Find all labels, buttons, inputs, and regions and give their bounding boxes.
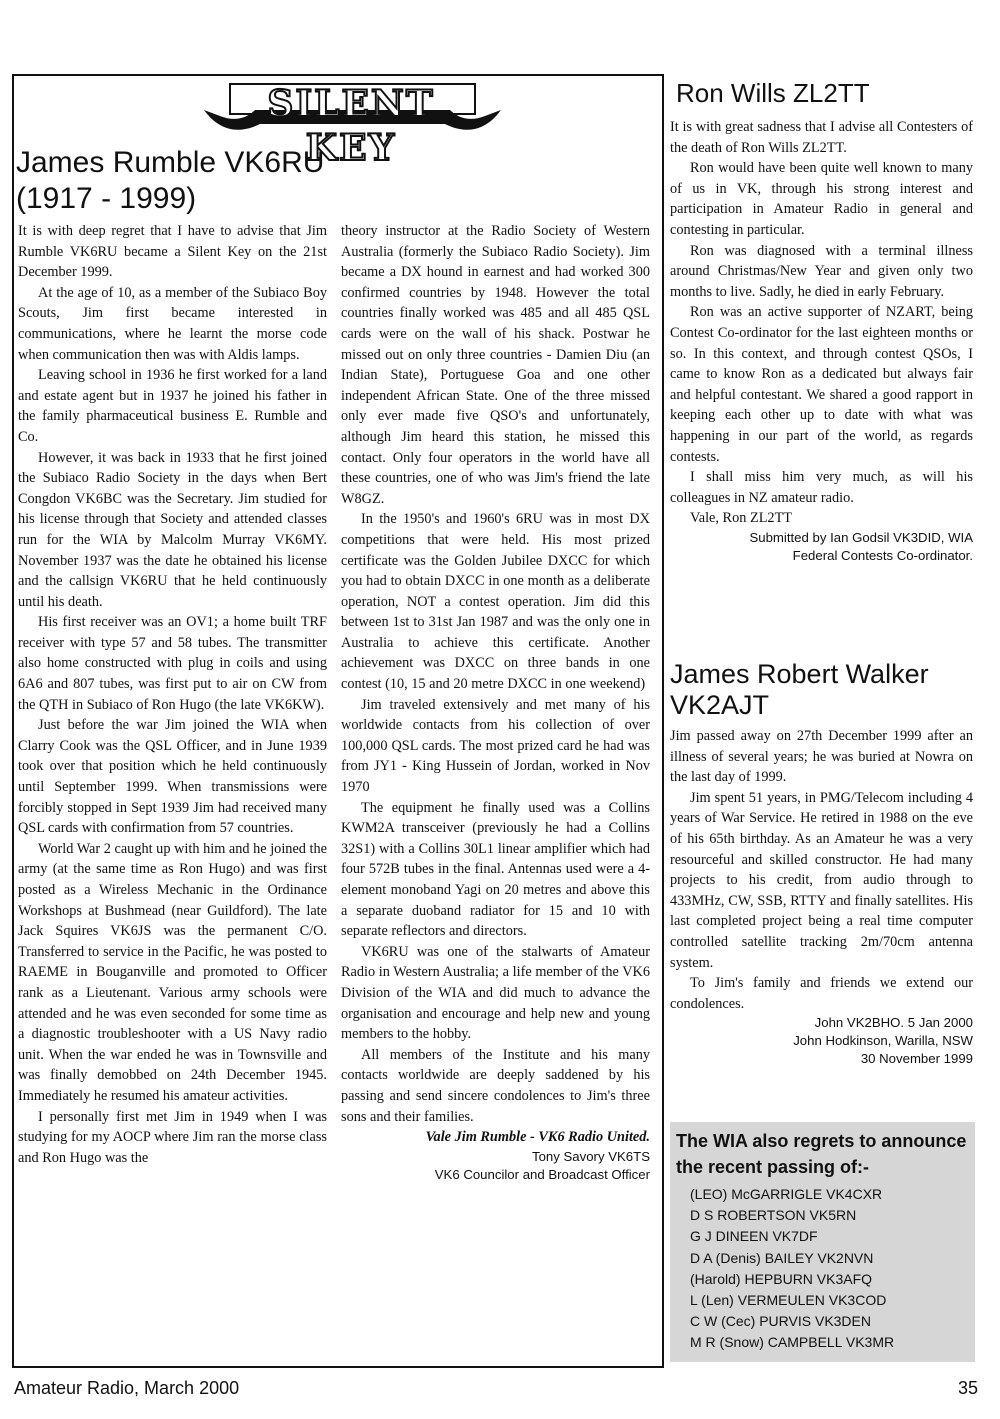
wills-title: Ron Wills ZL2TT [676,78,870,108]
rumble-title-name: James Rumble VK6RU [16,146,325,179]
walker-signature-2: John Hodkinson, Warilla, NSW [793,1033,973,1049]
wills-vale: Vale, Ron ZL2TT [690,510,793,527]
silent-key-banner [200,80,505,169]
walker-title-name: James Robert Walker [670,659,929,689]
regrets-list [690,1184,894,1354]
regrets-list-item: (Harold) HEPBURN VK3AFQ [690,1270,873,1287]
rumble-paragraph: VK6RU was one of the stalwarts of Amateur Radio in Western Australia; a life member of the VK6 Division of the WIA and did much to advance the organisation and encourage and help new and young members to the hobby. [341,943,650,1043]
regrets-box [670,1122,975,1362]
rumble-paragraph: All members of the Institute and his many contacts worldwide are deeply saddened by his passing and send sincere condolences to Jim's three sons and their families. [341,1046,650,1125]
rumble-paragraph: At the age of 10, as a member of the Subiaco Boy Scouts, Jim first became interested in communications, where he learnt the morse code when communication then was with Aldis lamps. [18,284,327,363]
rumble-signature-name: Tony Savory VK6TS [531,1148,650,1164]
walker-title [670,659,980,721]
rumble-paragraph: It is with deep regret that I have to advise that Jim Rumble VK6RU became a Silent Key on the 21st December 1999. [18,223,327,281]
walker-signature-1: John VK2BHO. 5 Jan 2000 [814,1015,973,1031]
walker-title-call: VK2AJT [670,690,770,720]
wills-paragraph: Ron was an active supporter of NZART, being Contest Co-ordinator for the last eighteen months or so. In this context, and through contest QSOs, I came to know Ron as a dedicated but always fair and helpful contestant. We shared a good rapport in keeping each other up to date with what was happening in our part of the world, as regards contests. [670,304,973,465]
rumble-paragraph: Leaving school in 1936 he first worked for a land and estate agent but in 1937 he joined his father in the family pharmaceutical business E. Rumble and Co. [18,367,327,445]
regrets-list-item: D S ROBERTSON VK5RN [690,1207,857,1224]
regrets-list-item: D A (Denis) BAILEY VK2NVN [690,1249,874,1266]
walker-paragraph: To Jim's family and friends we extend our condolences. [670,975,973,1012]
wills-paragraph: Ron would have been quite well known to many of us in VK, through his strong interest and participation in Amateur Radio in general and contesting in particular. [670,160,973,238]
regrets-list-item: G J DINEEN VK7DF [690,1228,818,1245]
rumble-column-1 [18,221,327,1168]
regrets-title: The WIA also regrets to announce the recent passing of:- [676,1131,967,1177]
walker-paragraph: Jim spent 51 years, in PMG/Telecom including 4 years of War Service. He retired in 1988 on the eve of his 65th birthday. As an Amateur he was a very resourceful and skilled constructor. He had many projects to his credit, from audio through to 433MHz, CW, SSB, RTTY and finally satellites. His last completed project being a real time computer controlled satellite tracking 2m/70cm antenna system. [670,789,973,971]
rumble-paragraph: However, it was back in 1933 that he first joined the Subiaco Radio Society in the days when Bert Congdon VK6BC was the Secretary. Jim studied for his license through that Society and attended classes run for the WIA by Malcolm Murray VK6MY. November 1937 was the date he obtained his license and the callsign VK6RU that he held continuously until his death. [18,449,327,610]
rumble-paragraph: Jim traveled extensively and met many of his worldwide contacts from his collection of over 100,000 QSL cards. The most prized card he had was from JY1 - King Hussein of Jordan, worked in Nov 1970 [341,696,650,796]
rumble-paragraph: Just before the war Jim joined the WIA when Clarry Cook was the QSL Officer, and in June 1939 took over that position which he held continuously until September 1999. When transmissions were forcibly stopped in Sept 1939 Jim had received many QSL cards with confirmation from 57 countries. [18,717,327,837]
wills-paragraph: I shall miss him very much, as will his colleagues in NZ amateur radio. [670,469,973,506]
regrets-list-item: C W (Cec) PURVIS VK3DEN [690,1313,871,1330]
banner-title: SILENT KEY [267,83,435,169]
regrets-list-item: (LEO) McGARRIGLE VK4CXR [690,1186,883,1202]
rumble-paragraph: The equipment he finally used was a Collins KWM2A transceiver (previously he had a Collins 32S1) with a Collins 30L1 linear amplifier which had four 572B tubes in the final. Antennas used were a 4-element monoband Yagi on 20 metres and above this a separate duoband radiator for 15 and 10 with separate reflectors and directors. [341,799,650,940]
wills-paragraph: It is with great sadness that I advise all Contesters of the death of Ron Wills ZL2TT. [670,119,973,156]
rumble-paragraph: I personally first met Jim in 1949 when I was studying for my AOCP where Jim ran the morse class and Ron Hugo was the [18,1108,327,1166]
footer-publication: Amateur Radio, March 2000 [14,1378,240,1398]
rumble-paragraph: His first receiver was an OV1; a home built TRF receiver with type 57 and 58 tubes. The transmitter also home constructed with plug in coils and using 6A6 and 807 tubes, was first put to air on CW from the QTH in Subiaco of Ron Hugo (the late VK6KW). [18,614,327,713]
walker-column [670,726,973,1068]
walker-signature-3: 30 November 1999 [860,1051,973,1067]
wills-signature-1: Submitted by Ian Godsil VK3DID, WIA [749,529,973,545]
walker-paragraph: Jim passed away on 27th December 1999 after an illness of several years; he was buried at Nowra on the last day of 1999. [670,728,973,786]
wills-paragraph: Ron was diagnosed with a terminal illness around Christmas/New Year and given only two months to live. Sadly, he died in early February. [670,242,973,300]
rumble-title-years: (1917 - 1999) [16,182,197,215]
rumble-paragraph: theory instructor at the Radio Society of Western Australia (formerly the Subiaco Radio Society). Jim became a DX hound in earnest and had worked 300 confirmed countries by 1948. However the total countries finally worked was 485 and all 485 QSL cards were on the wall of his shack. Postwar he missed out on only three countries - Damien Diu (an Indian State), Portuguese Goa and one other independent African State. One of the three missed only ever made five QSO's and unfortunately, although Jim heard this station, he missed this contact. Only four operators in the world have all these countries, one of who was Jim's friend the late W8GZ. [341,223,650,507]
regrets-list-item: M R (Snow) CAMPBELL VK3MR [690,1334,895,1351]
rumble-signature-role: VK6 Councilor and Broadcast Officer [434,1166,650,1182]
wills-column [670,117,973,565]
wills-signature-2: Federal Contests Co-ordinator. [792,547,973,563]
rumble-vale: Vale Jim Rumble - VK6 Radio United. [425,1129,650,1146]
rumble-paragraph: World War 2 caught up with him and he joined the army (at the same time as Ron Hugo) and was first posted as a Wireless Mechanic in the Ordinance Workshops at Bushmead (near Guildford). The late Jack Squires VK6JS was the permanent C/O. Transferred to service in the Pacific, he was posted to RAEME in Bouganville and promoted to Officer rank as a Lieutenant. Various army schools were attended and he was even seconded for some time as a diagnostic troubleshooter with a US Navy radio unit. When the war ended he was in Townsville and was finally demobbed on 24th December 1945. Immediately he resumed his amateur activities. [18,840,327,1104]
rumble-title [16,145,336,217]
regrets-list-item: L (Len) VERMEULEN VK3COD [690,1292,887,1309]
rumble-column-2 [341,221,650,1184]
footer-page-number: 35 [957,1378,978,1398]
rumble-paragraph: In the 1950's and 1960's 6RU was in most DX competitions that were held. His most prized certificate was the Golden Jubilee DXCC for which you had to obtain DXCC in one month as a deliberate operation, NOT a contest operation. Jim did this between 1st to 31st Jan 1987 and was the only one in Australia to achieve this certificate. Another achievement was DXCC on three bands in one contest (10, 15 and 20 metre DXCC in one weekend) [341,511,650,693]
